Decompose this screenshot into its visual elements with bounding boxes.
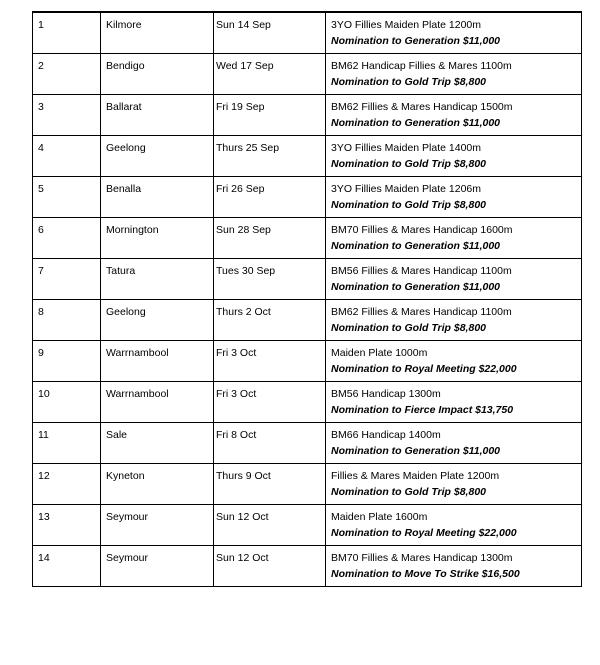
venue-cell: Seymour [101, 545, 214, 586]
table-row [33, 381, 582, 422]
venue-cell: Ballarat [101, 94, 214, 135]
race-number-cell: 5 [33, 176, 101, 217]
race-name: BM62 Fillies & Mares Handicap 1100m [331, 305, 512, 318]
nomination-text: Nomination to Gold Trip $8,800 [331, 485, 486, 498]
nomination-text: Nomination to Generation $11,000 [331, 444, 501, 457]
table-row [33, 135, 582, 176]
race-details-cell [326, 340, 582, 381]
race-details-cell [326, 135, 582, 176]
table-row [33, 176, 582, 217]
race-number-cell: 14 [33, 545, 101, 586]
venue-cell: Seymour [101, 504, 214, 545]
race-details-cell [326, 381, 582, 422]
race-name: Maiden Plate 1000m [331, 346, 428, 359]
race-name: 3YO Fillies Maiden Plate 1400m [331, 141, 481, 154]
race-number-cell: 11 [33, 422, 101, 463]
race-number-cell: 13 [33, 504, 101, 545]
table-row [33, 53, 582, 94]
race-details-cell [326, 545, 582, 586]
venue-cell: Mornington [101, 217, 214, 258]
race-number-cell: 1 [33, 12, 101, 53]
nomination-text: Nomination to Generation $11,000 [331, 239, 501, 252]
race-name: BM56 Handicap 1300m [331, 387, 441, 400]
date-cell: Sun 28 Sep [214, 217, 326, 258]
date-cell: Tues 30 Sep [214, 258, 326, 299]
race-details-cell [326, 217, 582, 258]
race-name: BM70 Fillies & Mares Handicap 1600m [331, 223, 513, 236]
table-row [33, 504, 582, 545]
nomination-text: Nomination to Gold Trip $8,800 [331, 198, 486, 211]
venue-cell: Warrnambool [101, 381, 214, 422]
venue-cell: Warrnambool [101, 340, 214, 381]
race-details-cell [326, 299, 582, 340]
venue-cell: Kilmore [101, 12, 214, 53]
nomination-text: Nomination to Gold Trip $8,800 [331, 75, 486, 88]
race-name: 3YO Fillies Maiden Plate 1200m [331, 19, 481, 31]
race-details-cell [326, 94, 582, 135]
race-name: BM66 Handicap 1400m [331, 428, 441, 441]
race-details-cell [326, 258, 582, 299]
table-row [33, 94, 582, 135]
nomination-text: Nomination to Generation $11,000 [331, 116, 501, 129]
venue-cell: Benalla [101, 176, 214, 217]
race-schedule-table [32, 11, 582, 587]
date-cell: Wed 17 Sep [214, 53, 326, 94]
race-number-cell: 8 [33, 299, 101, 340]
race-name: BM62 Fillies & Mares Handicap 1500m [331, 100, 513, 113]
race-details-cell [326, 504, 582, 545]
race-name: BM56 Fillies & Mares Handicap 1100m [331, 264, 512, 277]
venue-cell: Geelong [101, 299, 214, 340]
race-number-cell: 3 [33, 94, 101, 135]
race-details-cell [326, 422, 582, 463]
venue-cell: Kyneton [101, 463, 214, 504]
date-cell: Sun 12 Oct [214, 504, 326, 545]
venue-cell: Geelong [101, 135, 214, 176]
table-row [33, 258, 582, 299]
date-cell: Fri 26 Sep [214, 176, 326, 217]
venue-cell: Sale [101, 422, 214, 463]
table-row [33, 217, 582, 258]
race-details-cell [326, 463, 582, 504]
race-number-cell: 12 [33, 463, 101, 504]
date-cell: Fri 3 Oct [214, 340, 326, 381]
venue-cell: Bendigo [101, 53, 214, 94]
race-details-cell [326, 12, 582, 53]
race-number-cell: 2 [33, 53, 101, 94]
date-cell: Thurs 2 Oct [214, 299, 326, 340]
race-name: Maiden Plate 1600m [331, 510, 428, 523]
nomination-text: Nomination to Fierce Impact $13,750 [331, 403, 514, 416]
date-cell: Fri 8 Oct [214, 422, 326, 463]
race-name: Fillies & Mares Maiden Plate 1200m [331, 469, 500, 482]
date-cell: Thurs 25 Sep [214, 135, 326, 176]
race-name: BM70 Fillies & Mares Handicap 1300m [331, 551, 513, 564]
race-name: 3YO Fillies Maiden Plate 1206m [331, 182, 481, 195]
race-number-cell: 6 [33, 217, 101, 258]
table-row [33, 463, 582, 504]
nomination-text: Nomination to Gold Trip $8,800 [331, 321, 486, 334]
date-cell: Fri 19 Sep [214, 94, 326, 135]
nomination-text: Nomination to Royal Meeting $22,000 [331, 526, 517, 539]
nomination-text: Nomination to Generation $11,000 [331, 280, 501, 293]
table-row [33, 12, 582, 53]
table-row [33, 340, 582, 381]
date-cell: Sun 14 Sep [214, 12, 326, 53]
race-schedule-body [33, 12, 582, 586]
race-number-cell: 9 [33, 340, 101, 381]
date-cell: Sun 12 Oct [214, 545, 326, 586]
race-details-cell [326, 53, 582, 94]
race-name: BM62 Handicap Fillies & Mares 1100m [331, 59, 512, 72]
race-number-cell: 4 [33, 135, 101, 176]
race-details-cell [326, 176, 582, 217]
race-number-cell: 10 [33, 381, 101, 422]
nomination-text: Nomination to Gold Trip $8,800 [331, 157, 486, 170]
nomination-text: Nomination to Generation $11,000 [331, 35, 501, 47]
table-row [33, 422, 582, 463]
nomination-text: Nomination to Move To Strike $16,500 [331, 567, 520, 580]
date-cell: Fri 3 Oct [214, 381, 326, 422]
race-number-cell: 7 [33, 258, 101, 299]
date-cell: Thurs 9 Oct [214, 463, 326, 504]
venue-cell: Tatura [101, 258, 214, 299]
table-row [33, 545, 582, 586]
nomination-text: Nomination to Royal Meeting $22,000 [331, 362, 517, 375]
table-row [33, 299, 582, 340]
